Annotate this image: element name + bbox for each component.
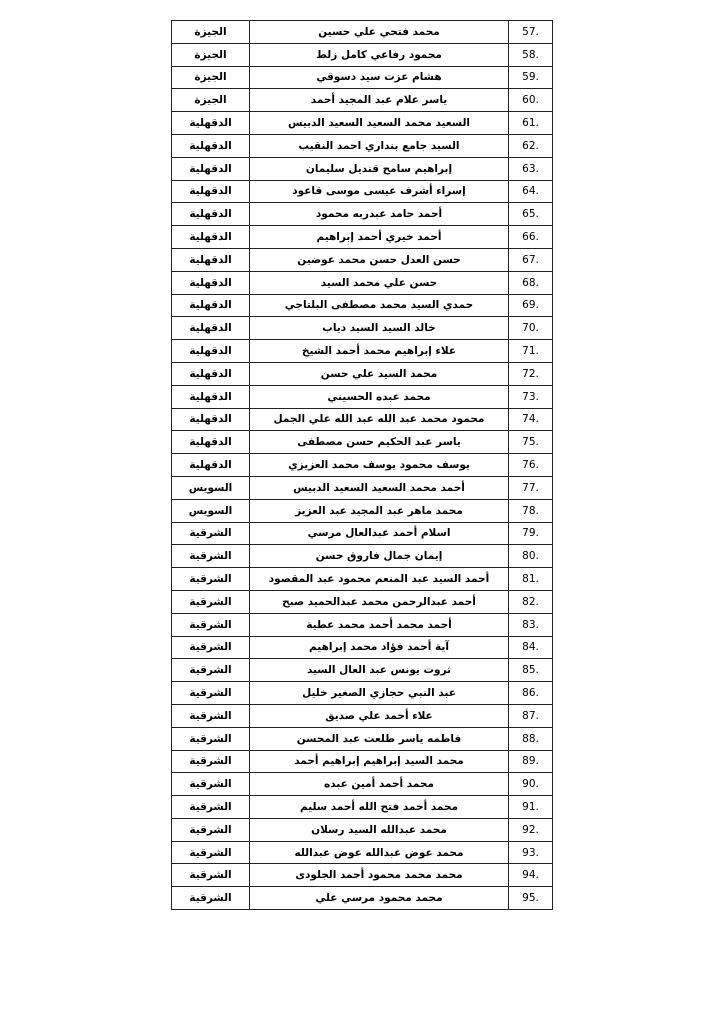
name-cell: حمدي السيد محمد مصطفى البلتاجي [250,294,509,317]
governorate-cell: الشرقية [172,522,250,545]
table-row [172,454,553,477]
row-number-cell: 57. [509,21,553,44]
table-row [172,362,553,385]
governorate-cell: الدقهلية [172,134,250,157]
governorate-cell: السويس [172,476,250,499]
table-row [172,864,553,887]
governorate-cell: الشرقية [172,682,250,705]
table-row [172,887,553,910]
row-number-cell: 78. [509,499,553,522]
row-number-cell: 89. [509,750,553,773]
governorate-cell: الشرقية [172,750,250,773]
governorate-cell: الجيزة [172,66,250,89]
governorate-cell: الجيزة [172,21,250,44]
name-cell: إبراهيم سامح قنديل سليمان [250,157,509,180]
name-cell: محمد محمد محمود أحمد الجلودى [250,864,509,887]
name-cell: علاء أحمد علي صديق [250,704,509,727]
governorate-cell: الجيزة [172,89,250,112]
governorate-cell: الشرقية [172,818,250,841]
table-row [172,590,553,613]
name-cell: محمد أحمد فتح الله أحمد سليم [250,796,509,819]
row-number-cell: 69. [509,294,553,317]
name-cell: محمد فتحي علي حسين [250,21,509,44]
governorate-cell: الشرقية [172,887,250,910]
row-number-cell: 82. [509,590,553,613]
name-cell: علاء إبراهيم محمد أحمد الشيخ [250,340,509,363]
name-cell: محمد أحمد أمين عبده [250,773,509,796]
table-row [172,226,553,249]
name-cell: آية أحمد فؤاد محمد إبراهيم [250,636,509,659]
name-cell: محمد السيد علي حسن [250,362,509,385]
table-row [172,180,553,203]
governorate-cell: الدقهلية [172,294,250,317]
name-cell: يوسف محمود يوسف محمد العزيزي [250,454,509,477]
governorate-cell: الدقهلية [172,317,250,340]
governorate-cell: الدقهلية [172,271,250,294]
name-cell: محمد ماهر عبد المجيد عبد العزيز [250,499,509,522]
governorate-cell: الشرقية [172,864,250,887]
governorate-cell: الجيزة [172,43,250,66]
row-number-cell: 83. [509,613,553,636]
name-cell: أحمد خيري أحمد إبراهيم [250,226,509,249]
row-number-cell: 66. [509,226,553,249]
table-row [172,248,553,271]
row-number-cell: 71. [509,340,553,363]
row-number-cell: 84. [509,636,553,659]
table-row [172,750,553,773]
row-number-cell: 86. [509,682,553,705]
name-cell: حسن علي محمد السيد [250,271,509,294]
name-cell: أحمد محمد السعيد السعيد الدبيس [250,476,509,499]
row-number-cell: 58. [509,43,553,66]
table-row [172,841,553,864]
row-number-cell: 91. [509,796,553,819]
table-row [172,112,553,135]
name-cell: اسلام أحمد عبدالعال مرسي [250,522,509,545]
governorate-cell: الدقهلية [172,180,250,203]
governorate-cell: الدقهلية [172,203,250,226]
row-number-cell: 87. [509,704,553,727]
table-row [172,545,553,568]
governorate-cell: الشرقية [172,636,250,659]
name-cell: ياسر عبد الحكيم حسن مصطفى [250,431,509,454]
row-number-cell: 63. [509,157,553,180]
row-number-cell: 67. [509,248,553,271]
names-table-body [172,21,553,910]
governorate-cell: الدقهلية [172,408,250,431]
name-cell: محمود محمد عبد الله عبد الله علي الجمل [250,408,509,431]
row-number-cell: 93. [509,841,553,864]
governorate-cell: الدقهلية [172,454,250,477]
row-number-cell: 75. [509,431,553,454]
governorate-cell: الدقهلية [172,362,250,385]
governorate-cell: السويس [172,499,250,522]
row-number-cell: 72. [509,362,553,385]
governorate-cell: الدقهلية [172,340,250,363]
name-cell: إيمان جمال فاروق حسن [250,545,509,568]
name-cell: محمود رفاعي كامل زلط [250,43,509,66]
name-cell: أحمد عبدالرحمن محمد عبدالحميد صبح [250,590,509,613]
row-number-cell: 62. [509,134,553,157]
name-cell: محمد عوض عبدالله عوض عبدالله [250,841,509,864]
row-number-cell: 76. [509,454,553,477]
row-number-cell: 65. [509,203,553,226]
row-number-cell: 85. [509,659,553,682]
row-number-cell: 88. [509,727,553,750]
row-number-cell: 94. [509,864,553,887]
name-cell: هشام عزت سيد دسوقي [250,66,509,89]
table-row [172,499,553,522]
row-number-cell: 77. [509,476,553,499]
row-number-cell: 92. [509,818,553,841]
row-number-cell: 68. [509,271,553,294]
name-cell: السعيد محمد السعيد السعيد الدبيس [250,112,509,135]
governorate-cell: الشرقية [172,590,250,613]
name-cell: إسراء أشرف عيسى موسى قاعود [250,180,509,203]
name-cell: عبد النبي حجازي الصغير خليل [250,682,509,705]
name-cell: السيد جامع بنداري احمد النقيب [250,134,509,157]
governorate-cell: الشرقية [172,545,250,568]
governorate-cell: الشرقية [172,727,250,750]
table-row [172,818,553,841]
table-row [172,796,553,819]
governorate-cell: الشرقية [172,773,250,796]
governorate-cell: الشرقية [172,659,250,682]
governorate-cell: الشرقية [172,796,250,819]
table-row [172,704,553,727]
name-cell: ثروت يونس عبد العال السيد [250,659,509,682]
name-cell: خالد السيد السيد دياب [250,317,509,340]
governorate-cell: الدقهلية [172,431,250,454]
row-number-cell: 61. [509,112,553,135]
governorate-cell: الدقهلية [172,248,250,271]
name-cell: محمد محمود مرسي علي [250,887,509,910]
table-row [172,89,553,112]
row-number-cell: 90. [509,773,553,796]
names-table [171,20,553,910]
row-number-cell: 81. [509,568,553,591]
governorate-cell: الدقهلية [172,226,250,249]
row-number-cell: 60. [509,89,553,112]
table-row [172,773,553,796]
row-number-cell: 80. [509,545,553,568]
table-row [172,385,553,408]
name-cell: أحمد محمد أحمد محمد عطية [250,613,509,636]
row-number-cell: 73. [509,385,553,408]
row-number-cell: 59. [509,66,553,89]
row-number-cell: 79. [509,522,553,545]
table-row [172,157,553,180]
table-row [172,522,553,545]
row-number-cell: 74. [509,408,553,431]
table-row [172,476,553,499]
table-row [172,317,553,340]
row-number-cell: 64. [509,180,553,203]
table-row [172,294,553,317]
name-cell: محمد عبده الحسيني [250,385,509,408]
table-row [172,431,553,454]
name-cell: محمد السيد إبراهيم إبراهيم أحمد [250,750,509,773]
governorate-cell: الشرقية [172,568,250,591]
table-row [172,43,553,66]
table-row [172,203,553,226]
table-row [172,659,553,682]
table-row [172,134,553,157]
table-row [172,613,553,636]
governorate-cell: الدقهلية [172,157,250,180]
row-number-cell: 95. [509,887,553,910]
governorate-cell: الشرقية [172,841,250,864]
governorate-cell: الشرقية [172,704,250,727]
name-cell: حسن العدل حسن محمد عوضين [250,248,509,271]
row-number-cell: 70. [509,317,553,340]
table-row [172,271,553,294]
governorate-cell: الشرقية [172,613,250,636]
name-cell: أحمد حامد عبدربه محمود [250,203,509,226]
name-cell: أحمد السيد عبد المنعم محمود عبد المقصود [250,568,509,591]
table-row [172,66,553,89]
table-row [172,568,553,591]
governorate-cell: الدقهلية [172,385,250,408]
name-cell: فاطمه ياسر طلعت عبد المحسن [250,727,509,750]
table-row [172,340,553,363]
table-row [172,21,553,44]
table-row [172,408,553,431]
table-row [172,727,553,750]
name-cell: ياسر علام عبد المجيد أحمد [250,89,509,112]
name-cell: محمد عبدالله السيد رسلان [250,818,509,841]
table-row [172,682,553,705]
governorate-cell: الدقهلية [172,112,250,135]
table-row [172,636,553,659]
